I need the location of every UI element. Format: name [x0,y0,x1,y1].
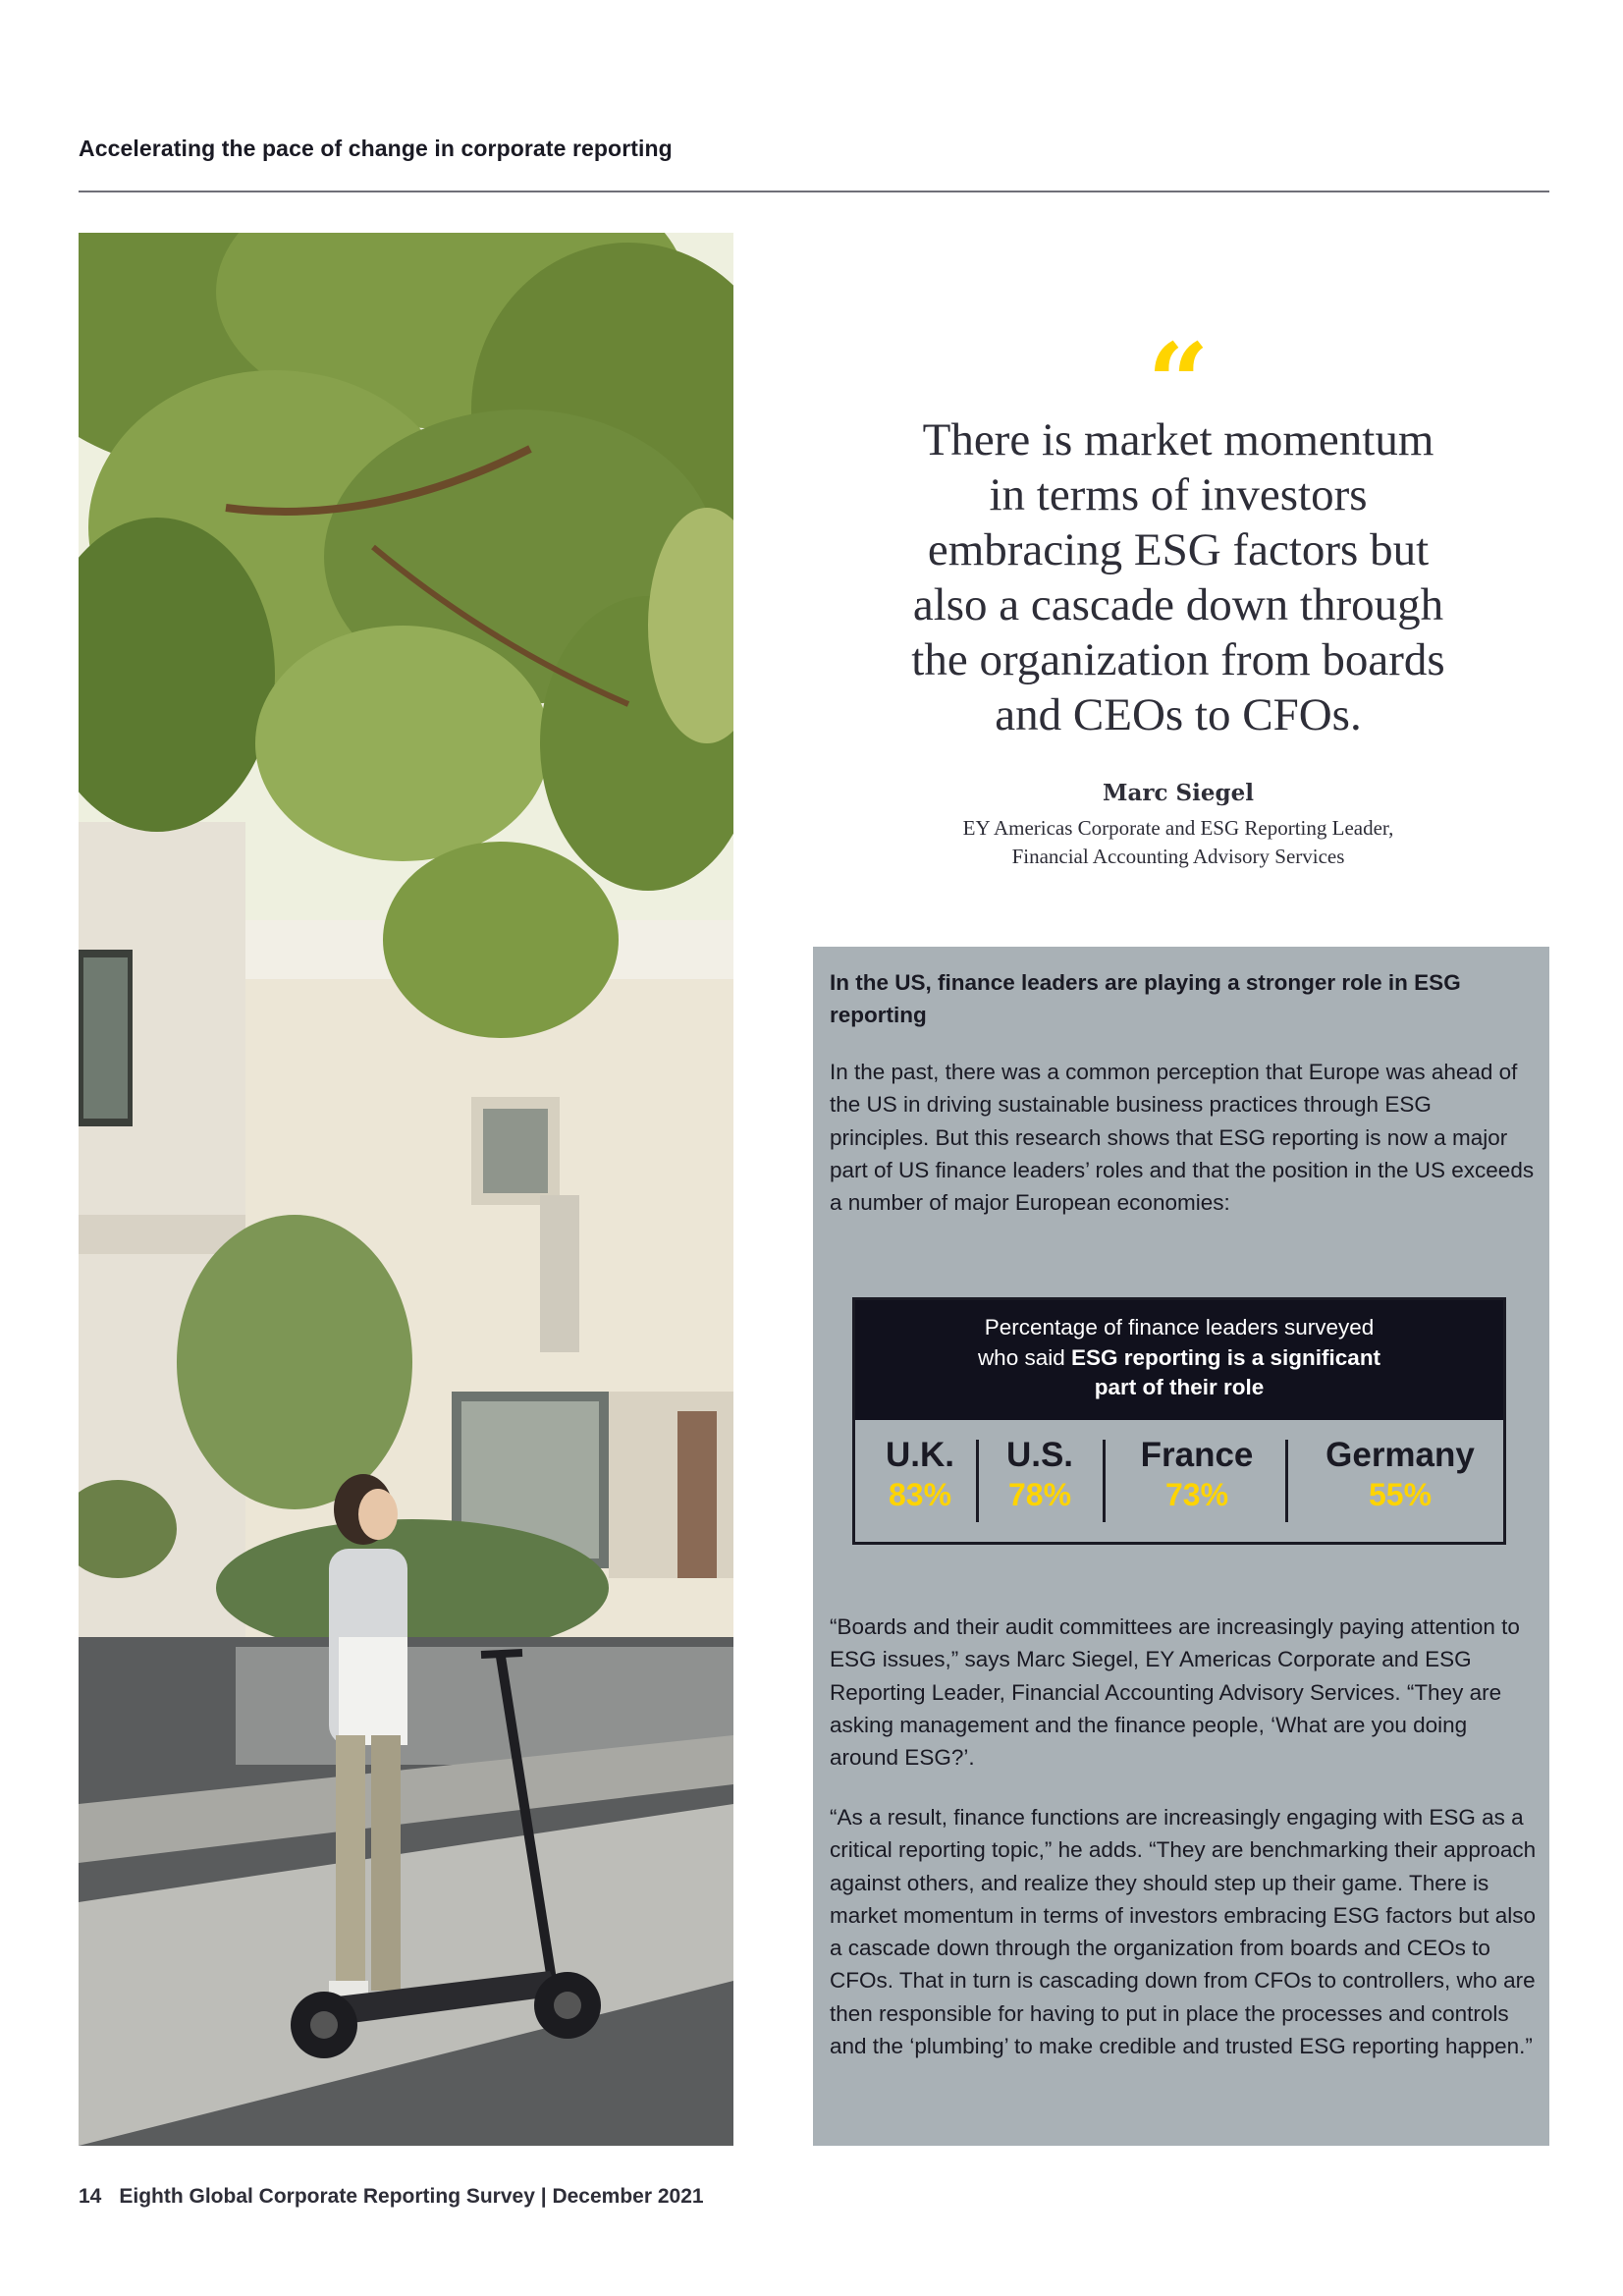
panel-paragraph-result: “As a result, finance functions are increasingly engaging with ESG as a critical reporting topic,” he adds. “They are benchmarking their approach against others, and realize they should step up their game. There is market momentum in terms of investors embracing ESG factors but also a cascade down through the organization from boards and CEOs to CFOs. That in turn is cascading down from CFOs to controllers, who are then responsible for having to put in place the processes and controls and the ‘plumbing’ to make credible and trusted ESG reporting happen.” [830,1805,1537,2059]
quote-author: Marc Siegel [1103,780,1254,806]
role-line: EY Americas Corporate and ESG Reporting Leader, [962,816,1394,840]
stat-france [1118,1436,1275,1514]
stat-label: U.S. [1005,1436,1074,1474]
stat-value: 55% [1368,1477,1433,1512]
quote-line: and CEOs to CFOs. [995,689,1362,740]
footer-text: Eighth Global Corporate Reporting Survey | December 2021 [119,2185,704,2208]
stat-germany [1297,1436,1503,1514]
woman-with-scooter-photo [79,233,733,2146]
sidebar-panel [813,947,1549,2146]
page-number: 14 [79,2185,102,2208]
stat-uk [873,1436,967,1514]
stats-header-bold: ESG reporting is a significant [1071,1344,1381,1370]
running-header: Accelerating the pace of change in corporate reporting [79,136,673,161]
stat-value: 73% [1164,1477,1229,1512]
stat-label: France [1140,1436,1254,1474]
stats-header-line [855,1343,1503,1374]
role-line: Financial Accounting Advisory Services [1011,845,1345,868]
stats-box [852,1297,1506,1545]
quote-line: in terms of investors [989,469,1368,520]
stat-divider [976,1440,979,1522]
panel-intro-paragraph: In the past, there was a common perception that Europe was ahead of the US in driving sustainable business practices through ESG principles. But this research shows that ESG reporting is now a major part of US finance leaders’ roles and that the position in the US exceeds a number of major European economies: [830,1060,1535,1216]
stats-header-line: Percentage of finance leaders surveyed [984,1315,1375,1339]
panel-heading: In the US, finance leaders are playing a stronger role in ESG reporting [830,970,1461,1027]
stats-header-line [855,1373,1503,1403]
quote-line: embracing ESG factors but [927,524,1430,575]
stats-row [855,1420,1503,1542]
page-footer [79,2185,704,2209]
quote-author-role [864,814,1492,871]
quote-line: There is market momentum [922,414,1434,465]
panel-paragraph-boards: “Boards and their audit committees are increasingly paying attention to ESG issues,” says Marc Siegel, EY Americas Corporate and ESG Reporting Leader, Financial Accounting Advisory Services. “They are asking management and the finance people, ‘What are you doing around ESG?’. [830,1614,1520,1771]
stat-label: Germany [1325,1436,1475,1474]
stats-box-header [855,1300,1503,1420]
stat-value: 83% [888,1477,952,1512]
stat-us [993,1436,1087,1514]
stat-divider [1103,1440,1106,1522]
stat-label: U.K. [886,1436,954,1474]
quote-line: the organization from boards [911,634,1445,685]
stats-header-bold: part of their role [1094,1375,1265,1399]
header-divider [79,191,1549,192]
pull-quote [864,319,1492,871]
quote-text [884,412,1473,742]
stat-divider [1285,1440,1288,1522]
quote-mark-icon: “ [1147,319,1210,446]
stat-value: 78% [1007,1477,1072,1512]
quote-line: also a cascade down through [912,579,1444,630]
stats-header-prefix: who said [977,1344,1071,1370]
